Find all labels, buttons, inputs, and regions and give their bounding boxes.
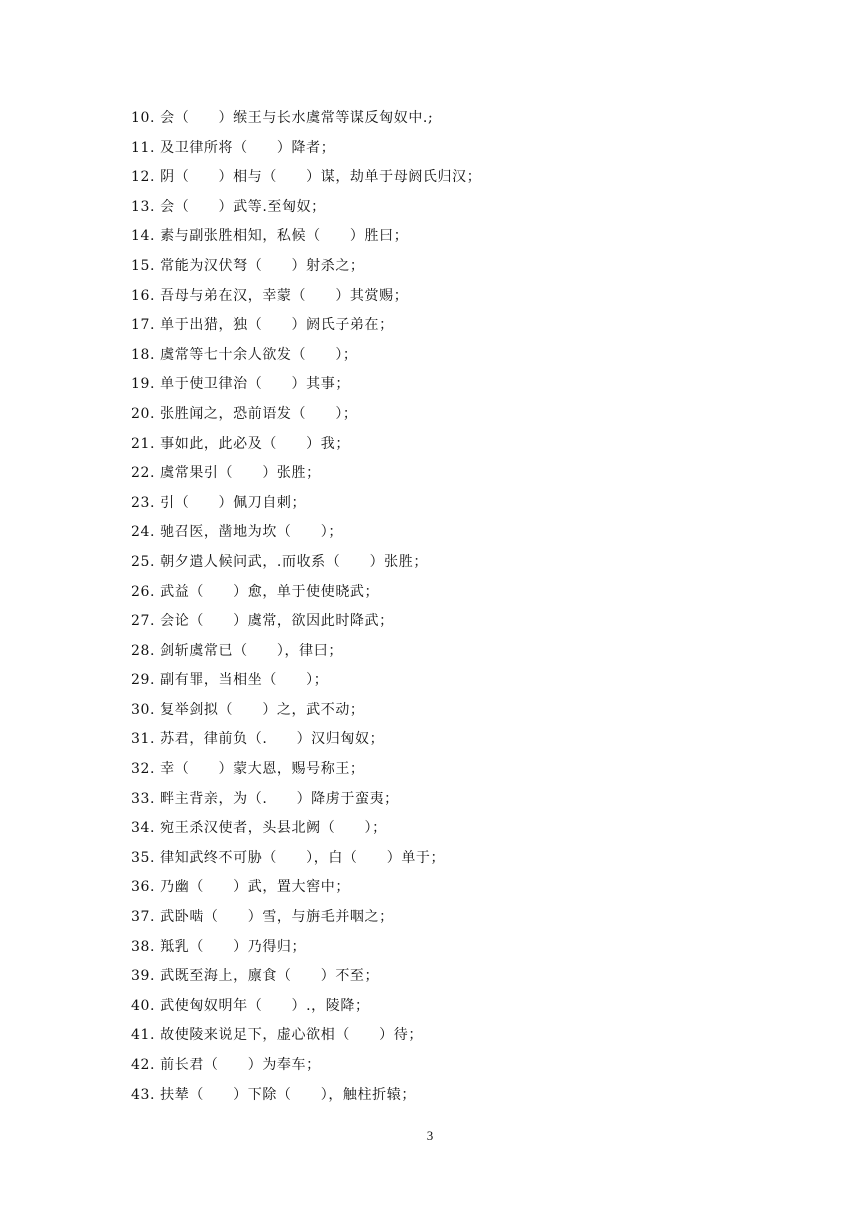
exercise-line-41: 41. 故使陵来说足下，虚心欲相（ ）待；: [131, 1027, 423, 1044]
exercise-line-21: 21. 事如此，此必及（ ）我；: [131, 435, 350, 452]
exercise-line-33: 33. 畔主背亲，为（. ）降虏于蛮夷；: [131, 790, 399, 807]
exercise-line-39: 39. 武既至海上，廪食（ ）不至；: [131, 968, 380, 985]
exercise-line-34: 34. 宛王杀汉使者，头县北阙（ ）；: [131, 820, 387, 837]
exercise-line-24: 24. 驰召医，凿地为坎（ ）；: [131, 524, 343, 541]
exercise-line-43: 43. 扶辇（ ）下除（ ），触柱折辕；: [131, 1086, 416, 1103]
exercise-line-40: 40. 武使匈奴明年（ ）.，陵降；: [131, 997, 370, 1014]
exercise-line-38: 38. 羝乳（ ）乃得归；: [131, 938, 307, 955]
exercise-line-29: 29. 副有罪，当相坐（ ）；: [131, 672, 329, 689]
exercise-line-42: 42. 前长君（ ）为奉车；: [131, 1057, 321, 1073]
exercise-line-25: 25. 朝夕遣人候问武，.而收系（ ）张胜；: [131, 553, 428, 570]
exercise-line-27: 27. 会论（ ）虞常，欲因此时降武；: [131, 613, 394, 630]
exercise-line-16: 16. 吾母与弟在汉，幸蒙（ ）其赏赐；: [131, 287, 409, 304]
exercise-list: [131, 104, 751, 1110]
exercise-line-32: 32. 幸（ ）蒙大恩，赐号称王；: [131, 761, 365, 778]
exercise-line-36: 36. 乃幽（ ）武，置大窖中；: [131, 879, 350, 896]
exercise-line-23: 23. 引（ ）佩刀自刺；: [131, 494, 307, 511]
exercise-line-35: 35. 律知武终不可胁（ ），白（ ）单于；: [131, 849, 446, 866]
exercise-line-11: 11. 及卫律所将（ ）降者；: [131, 139, 336, 156]
exercise-line-12: 12. 阴（ ）相与（ ）谋，劫单于母阏氏归汉；: [131, 169, 482, 186]
exercise-line-18: 18. 虞常等七十余人欲发（ ）；: [131, 346, 358, 363]
exercise-line-19: 19. 单于使卫律治（ ）其事；: [131, 376, 350, 393]
exercise-line-37: 37. 武卧啮（ ）雪，与旃毛并咽之；: [131, 909, 394, 926]
exercise-line-30: 30. 复举剑拟（ ）之，武不动；: [131, 701, 365, 718]
exercise-line-10: 10. 会（ ）缑王与长水虞常等谋反匈奴中.;: [131, 110, 434, 126]
exercise-line-14: 14. 素与副张胜相知，私候（ ）胜曰；: [131, 228, 409, 245]
exercise-line-20: 20. 张胜闻之，恐前语发（ ）；: [131, 405, 358, 422]
exercise-line-13: 13. 会（ ）武等.至匈奴；: [131, 198, 326, 215]
exercise-line-31: 31. 苏君，律前负（. ）汉归匈奴；: [131, 731, 385, 748]
exercise-line-28: 28. 剑斩虞常已（ ），律曰；: [131, 642, 343, 659]
exercise-line-26: 26. 武益（ ）愈，单于使使晓武；: [131, 583, 380, 600]
exercise-line-22: 22. 虞常果引（ ）张胜；: [131, 465, 321, 482]
exercise-line-17: 17. 单于出猎，独（ ）阏氏子弟在；: [131, 317, 394, 334]
page-number: 3: [426, 1128, 434, 1143]
exercise-line-15: 15. 常能为汉伏弩（ ）射杀之；: [131, 257, 365, 274]
